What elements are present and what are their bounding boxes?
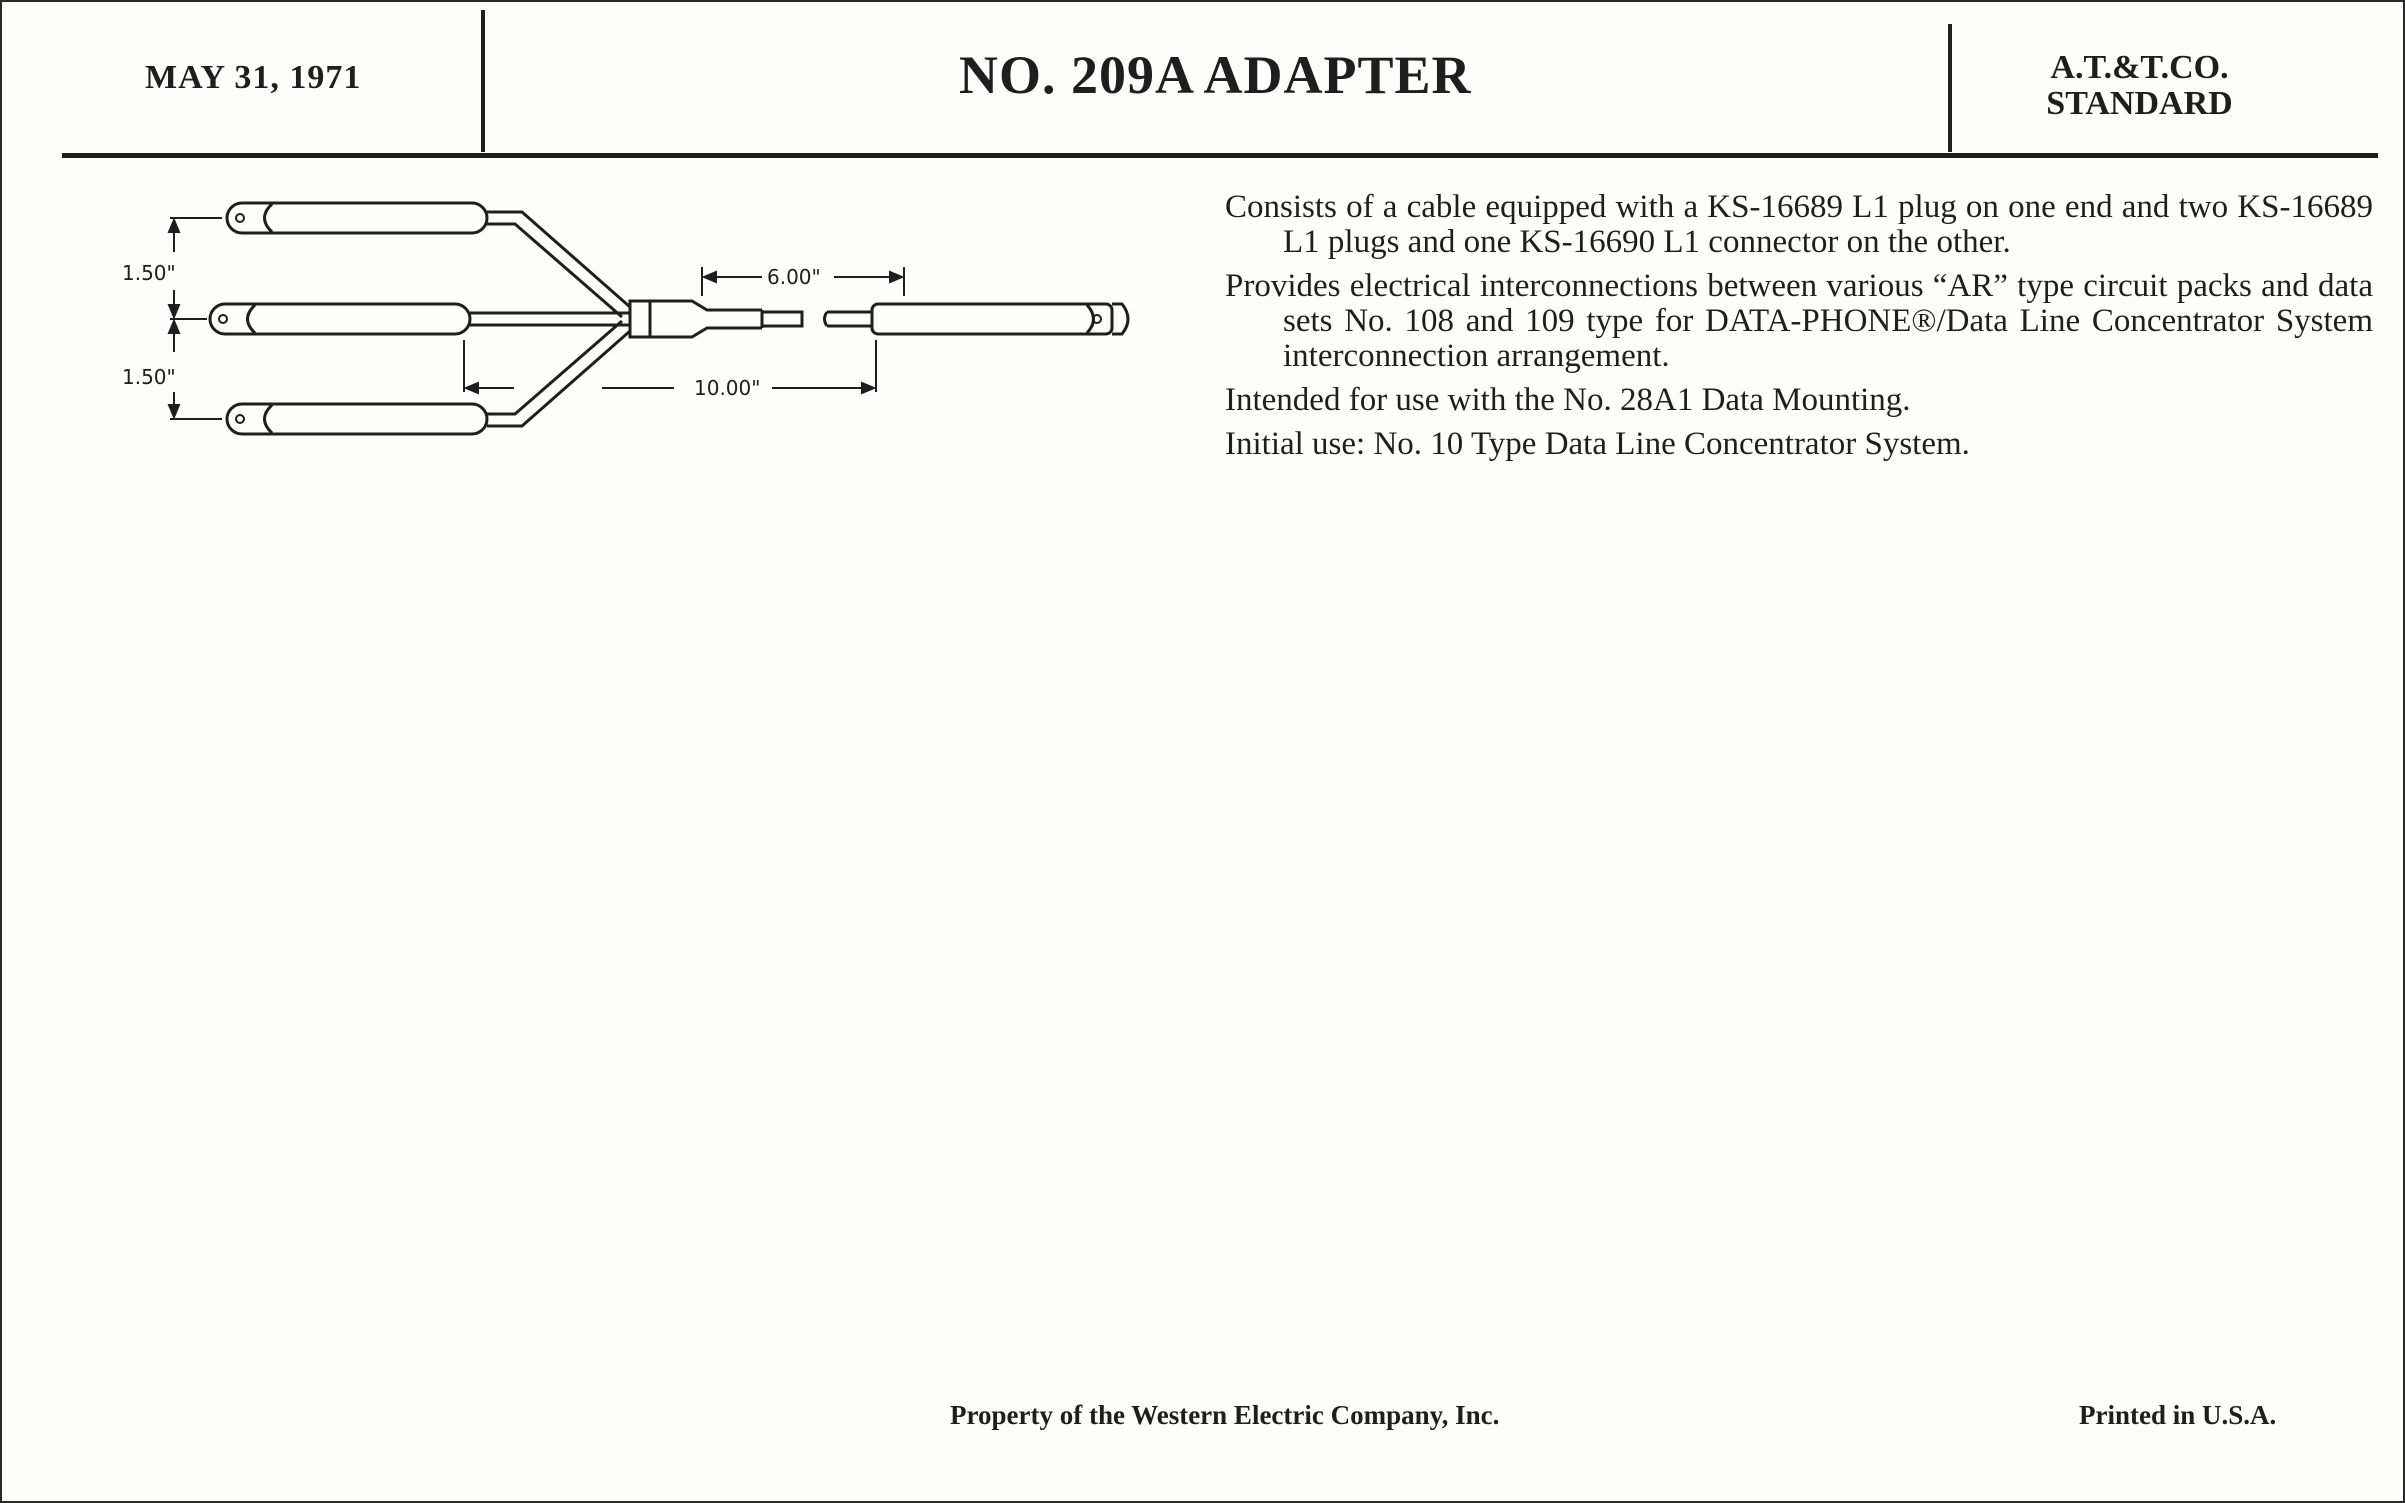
dim-label-spacing-upper: 1.50" xyxy=(122,261,176,285)
middle-plug-ring xyxy=(248,305,256,333)
bottom-cable-lower xyxy=(487,331,630,426)
arrow-10-left xyxy=(466,383,478,393)
junction-taper xyxy=(650,301,762,337)
standard-line-2: STANDARD xyxy=(2046,85,2233,122)
arrow-6-left xyxy=(704,272,716,282)
footer-printed: Printed in U.S.A. xyxy=(2079,1400,2277,1430)
bottom-cable-upper xyxy=(487,321,622,414)
dim-label-6: 6.00" xyxy=(767,265,821,289)
top-plug-ring xyxy=(265,204,273,232)
standard-label xyxy=(2042,50,2237,122)
dim-label-spacing-lower: 1.50" xyxy=(122,365,176,389)
description xyxy=(1225,190,2373,471)
connector-cap xyxy=(1112,304,1128,334)
arrow-6-right xyxy=(890,272,902,282)
bottom-plug-hole xyxy=(236,415,244,423)
top-cable-upper xyxy=(487,212,630,307)
arrow-up-1 xyxy=(169,220,179,232)
footer-property: Property of the Western Electric Company, Inc. xyxy=(950,1400,1500,1430)
junction-sleeve xyxy=(630,301,650,337)
adapter-drawing xyxy=(122,192,1142,462)
description-paragraph: Initial use: No. 10 Type Data Line Concentrator System. xyxy=(1225,426,1970,462)
cable-stub-right xyxy=(825,312,873,326)
top-plug-hole xyxy=(236,214,244,222)
arrow-down-2 xyxy=(169,405,179,417)
middle-plug-hole xyxy=(219,315,227,323)
dim-label-10: 10.00" xyxy=(694,376,761,400)
bottom-plug-ring xyxy=(265,405,273,433)
header-divider-right xyxy=(1948,24,1952,152)
card-title: NO. 209A ADAPTER xyxy=(959,45,1472,105)
standard-line-1: A.T.&T.CO. xyxy=(2050,49,2229,86)
description-paragraph: Intended for use with the No. 28A1 Data Mounting. xyxy=(1225,382,1911,418)
arrow-up-2 xyxy=(169,321,179,333)
arrow-down-1 xyxy=(169,305,179,317)
connector-body xyxy=(872,304,1112,334)
description-paragraph: Consists of a cable equipped with a KS-16689 L1 plug on one end and two KS-16689 L1 plugs and one KS-16690 L1 connector on the other. xyxy=(1225,189,2373,260)
arrow-10-right xyxy=(862,383,874,393)
top-cable-lower xyxy=(487,224,622,317)
description-paragraph: Provides electrical interconnections between various “AR” type circuit packs and data sets No. 108 and 109 type for DATA-PHONE®/Data Line Concentrator System interconnection arrangement. xyxy=(1225,268,2373,374)
card-date: MAY 31, 1971 xyxy=(145,59,362,96)
header-rule xyxy=(62,153,2378,158)
header-divider-left xyxy=(481,10,485,152)
cable-stub-left xyxy=(762,312,802,326)
